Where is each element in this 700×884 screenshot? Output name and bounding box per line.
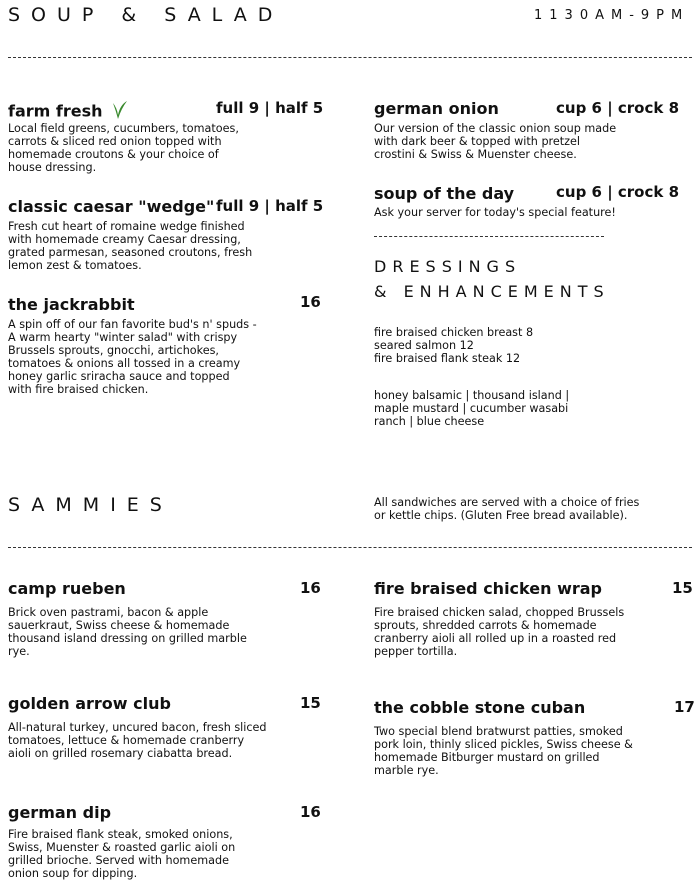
item-name: golden arrow club — [8, 694, 171, 713]
item-price: 16 — [300, 803, 321, 821]
item-description: Fire braised flank steak, smoked onions, Swiss, Muenster & roasted garlic aioli on grilled brioche. Served with homemade onion soup for dipping. — [8, 828, 236, 880]
sammies-note: All sandwiches are served with a choice of fries or kettle chips. (Gluten Free bread available). — [374, 496, 640, 522]
dressings-title: DRESSINGS — [374, 257, 522, 276]
item-price: 16 — [300, 579, 321, 597]
enhancements-title: & ENHANCEMENTS — [374, 282, 610, 301]
item-price: cup 6 | crock 8 — [556, 99, 680, 117]
item-name: classic caesar "wedge" — [8, 197, 215, 216]
item-description: Two special blend bratwurst patties, smoked pork loin, thinly sliced pickles, Swiss cheese & homemade Bitburger mustard on grilled marble rye. — [374, 725, 633, 777]
item-name: the jackrabbit — [8, 295, 135, 314]
item-description: Fresh cut heart of romaine wedge finished with homemade creamy Caesar dressing, grated parmesan, seasoned croutons, fresh lemon zest & tomatoes. — [8, 220, 253, 272]
item-name: the cobble stone cuban — [374, 698, 586, 717]
item-price: full 9 | half 5 — [216, 197, 324, 215]
divider — [8, 57, 692, 58]
item-description: Our version of the classic onion soup made with dark beer & topped with pretzel crostini & Swiss & Muenster cheese. — [374, 122, 617, 161]
enhancements-list: fire braised chicken breast 8 seared salmon 12 fire braised flank steak 12 — [374, 326, 534, 365]
soup-salad-title: SOUP & SALAD — [8, 4, 284, 26]
item-price: full 9 | half 5 — [216, 99, 324, 117]
item-name: german onion — [374, 99, 499, 118]
item-description: Local field greens, cucumbers, tomatoes, carrots & sliced red onion topped with homemade croutons & your choice of house dressing. — [8, 122, 239, 174]
item-name: fire braised chicken wrap — [374, 579, 602, 598]
item-description: Brick oven pastrami, bacon & apple sauerkraut, Swiss cheese & homemade thousand island dressing on grilled marble rye. — [8, 606, 247, 658]
hours: 1130AM-9PM — [534, 8, 690, 23]
item-price: 15 — [300, 694, 321, 712]
sammies-title: SAMMIES — [8, 494, 173, 516]
item-description: Ask your server for today's special feature! — [374, 206, 616, 219]
divider — [8, 547, 692, 548]
item-description: A spin off of our fan favorite bud's n' spuds - A warm hearty "winter salad" with crispy Brussels sprouts, gnocchi, artichokes, tomatoes & onions all tossed in a creamy honey garlic sriracha sauce and topped with fire braised chicken. — [8, 318, 257, 396]
item-name: soup of the day — [374, 184, 515, 203]
item-description: All-natural turkey, uncured bacon, fresh sliced tomatoes, lettuce & homemade cranberry aioli on grilled rosemary ciabatta bread. — [8, 721, 267, 760]
item-name: camp rueben — [8, 579, 126, 598]
item-price: 16 — [300, 293, 321, 311]
divider — [374, 236, 604, 237]
item-price: 15 — [672, 579, 693, 597]
item-price: cup 6 | crock 8 — [556, 183, 680, 201]
item-description: Fire braised chicken salad, chopped Brussels sprouts, shredded carrots & homemade cranberry aioli all rolled up in a roasted red pepper tortilla. — [374, 606, 625, 658]
item-price: 17 — [674, 698, 695, 716]
item-name: german dip — [8, 803, 112, 822]
item-name-text: farm fresh — [8, 101, 103, 121]
dressing-list: honey balsamic | thousand island | maple mustard | cucumber wasabi ranch | blue cheese — [374, 389, 570, 428]
